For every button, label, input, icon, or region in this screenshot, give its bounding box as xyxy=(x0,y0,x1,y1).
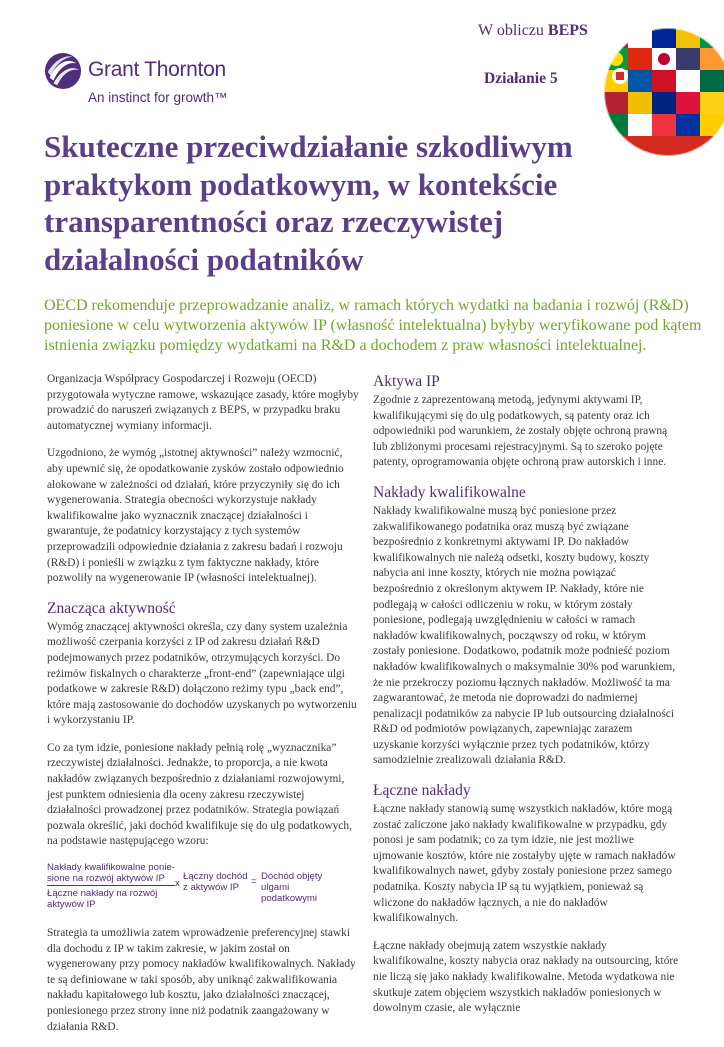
series-bold: BEPS xyxy=(547,22,588,39)
action-label: Działanie 5 xyxy=(484,70,558,87)
formula-times-sign: x xyxy=(175,878,180,890)
left-paragraph-1: Organizacja Współpracy Gospodarczej i Rozwoju (OECD) przygotowała wytyczne ramowe, wskazujące zasady, które mogłyby prowadzić do naruszeń związanych z BEPS, w przypadku braku automatycznej wymiany informacji. xyxy=(47,373,359,432)
logo-tagline: An instinct for growth™ xyxy=(88,90,228,105)
page-title: Skuteczne przeciwdziałanie szkodliwym praktykom podatkowym, w kontekście transparentności oraz rzeczywistej działalności podatników xyxy=(44,129,573,277)
heading-ip-assets: Aktywa IP xyxy=(373,373,440,390)
formula-equals-sign: = xyxy=(251,876,257,888)
right-paragraph-3: Łączne nakłady stanowią sumę wszystkich nakładów, które mogą zostać zaliczone jako nakłady kwalifikowalne w przypadku, gdy ponosi je sam podatnik; co za tym idzie, nie jest możliwe ujmowanie kosztów, które nie zostałyby ujęte w ramach nakładów kwalifikowalnych nawet, gdyby zostały poniesione przez samego podatnika. Koszty nabycia IP są tu wyjątkiem, ponieważ są wliczone do nakładów łącznych, a nie do nakładów kwalifikowalnych. xyxy=(373,803,676,925)
left-paragraph-2: Uzgodniono, że wymóg „istotnej aktywności” należy wzmocnić, aby upewnić się, że opodatkowanie zysków zostało odpowiednio alokowane w zależności od działań, które przyczyniły się do ich wygenerowania. Strategia obecności wykorzystuje nakłady kwalifikowalne jako wyznacznik znaczącej działalności i gwarantuje, że podatnicy korzystający z tych systemów przeprowadzili odpowiednie działania z zakresu badań i rozwoju (R&D) i ponieśli w związku z tym faktyczne nakłady, które pozwoliły na wygenerowanie IP (własności intelektualnej). xyxy=(47,447,344,585)
logo-company-name: Grant Thornton xyxy=(88,58,226,81)
formula-numerator: Nakłady kwalifikowalne ponie-sione na rozwój aktywów IP xyxy=(47,862,175,885)
heading-significant-activity: Znacząca aktywność xyxy=(47,599,176,617)
grant-thornton-logo xyxy=(44,50,244,110)
right-paragraph-2: Nakłady kwalifikowalne muszą być poniesione przez zakwalifikowanego podatnika oraz muszą być związane bezpośrednio z konkretnymi aktywami IP. Do nakładów kwalifikowalnych nie należą odsetki, koszty budowy, koszty nabycia ani inne koszty, których nie można powiązać bezpośrednio z określonym aktywem IP. Nakłady, które nie podlegają w całości odliczeniu w roku, w którym zostały poniesione, podlegają uwzględnieniu w całości w ramach nakładów kwalifikowalnych, począwszy od roku, w którym zostały poniesione. Dodatkowo, podatnik może podnieść poziom nakładów kwalifikowalnych o maksymalnie 30% pod warunkiem, że nie przekroczy poziomu łącznych nakładów. Możliwość ta ma zagwarantować, że metoda nie doprowadzi do nadmiernej penalizacji podatników za nabycie IP lub outsourcing działalności R&D od podmiotów powiązanych, zapewniając zarazem uzyskanie korzyści wyłącznie przez tych podatników, którzy samodzielnie zrealizowali działania R&D. xyxy=(373,504,676,767)
formula-denominator: Łączne nakłady na rozwój aktywów IP xyxy=(47,888,158,911)
formula-total-income: Łączny dochód z aktywów IP xyxy=(183,871,248,894)
right-column xyxy=(373,372,679,1029)
left-paragraph-3: Wymóg znaczącej aktywności określa, czy dany system uzależnia możliwość czerpania korzyści z IP od zakresu działań R&D podejmowanych przez podatników, otrzymujących korzyści. Do reżimów fiskalnych o charakterze „front-end” (zapewniające ulgi podatkowe w zakresie R&D) dołączono reżimy typu „back end”, które mają zastosowanie do dochodów uzyskanych po wytworzeniu i wykorzystaniu IP. xyxy=(47,620,357,727)
heading-qualifying-expenditure: Nakłady kwalifikowalne xyxy=(373,483,526,501)
grant-thornton-mark-icon xyxy=(44,52,82,90)
formula-fraction-line xyxy=(47,885,175,886)
left-paragraph-4: Co za tym idzie, poniesione nakłady pełnią rolę „wyznacznika” rzeczywistej działalności. Jednakże, to proporcja, a nie kwota nakładów związanych bezpośrednio z działaniami rozwojowymi, jest punktem odniesienia dla oceny zakresu rzeczywistej działalności prowadzonej przez podatników. Strategia powiązań pozwala określić, jaki dochód kwalifikuje się do ulg podatkowych, na podstawie następującego wzoru: xyxy=(47,741,352,848)
nexus-formula xyxy=(47,862,359,920)
right-paragraph-4: Łączne nakłady obejmują zatem wszystkie nakłady kwalifikowalne, koszty nabycia oraz nakłady na outsourcing, które nie liczą się jako nakłady kwalifikowalne. Metoda wydatkowa nie skutkuje zatem objęciem wszystkich nakładów poniesionych w dowolnym czasie, ale wyłącznie xyxy=(373,939,679,1015)
left-column xyxy=(47,372,359,1047)
series-label xyxy=(478,22,588,40)
right-paragraph-1: Zgodnie z zaprezentowaną metodą, jedynymi aktywami IP, kwalifikującymi się do ulg podatkowych, są patenty oraz ich odpowiedniki pod warunkiem, że zostały objęte ochroną prawną lub zbliżonymi procesami rejestracyjnymi. Są to szeroko pojęte patenty, oprogramowania objęte ochroną praw autorskich i inne. xyxy=(373,394,668,469)
left-paragraph-5: Strategia ta umożliwia zatem wprowadzenie preferencyjnej stawki dla dochodu z IP w takim zakresie, w jakim został on wygenerowany przy pomocy nakładów kwalifikowalnych. Nakłady te są definiowane w taki sposób, aby uniknąć zakwalifikowania nakładu kapitałowego lub kosztu, jako działalności znaczącej, poniesionego przez strony inne niż podatnik zaangażowany w działania R&D. xyxy=(47,927,356,1033)
heading-overall-expenditure: Łączne nakłady xyxy=(373,782,471,800)
lead-paragraph: OECD rekomenduje przeprowadzanie analiz, w ramach których wydatki na badania i rozwój (R&D) poniesione w celu wytworzenia aktywów IP (własność intelektualna) byłyby weryfikowane pod kątem istnienia związku pomiędzy wydatkami na R&D a dochodem z praw własności intelektualnej. xyxy=(44,297,702,354)
series-prefix: W obliczu xyxy=(478,22,544,39)
formula-result: Dochód objęty ulgami podatkowymi xyxy=(261,871,323,905)
